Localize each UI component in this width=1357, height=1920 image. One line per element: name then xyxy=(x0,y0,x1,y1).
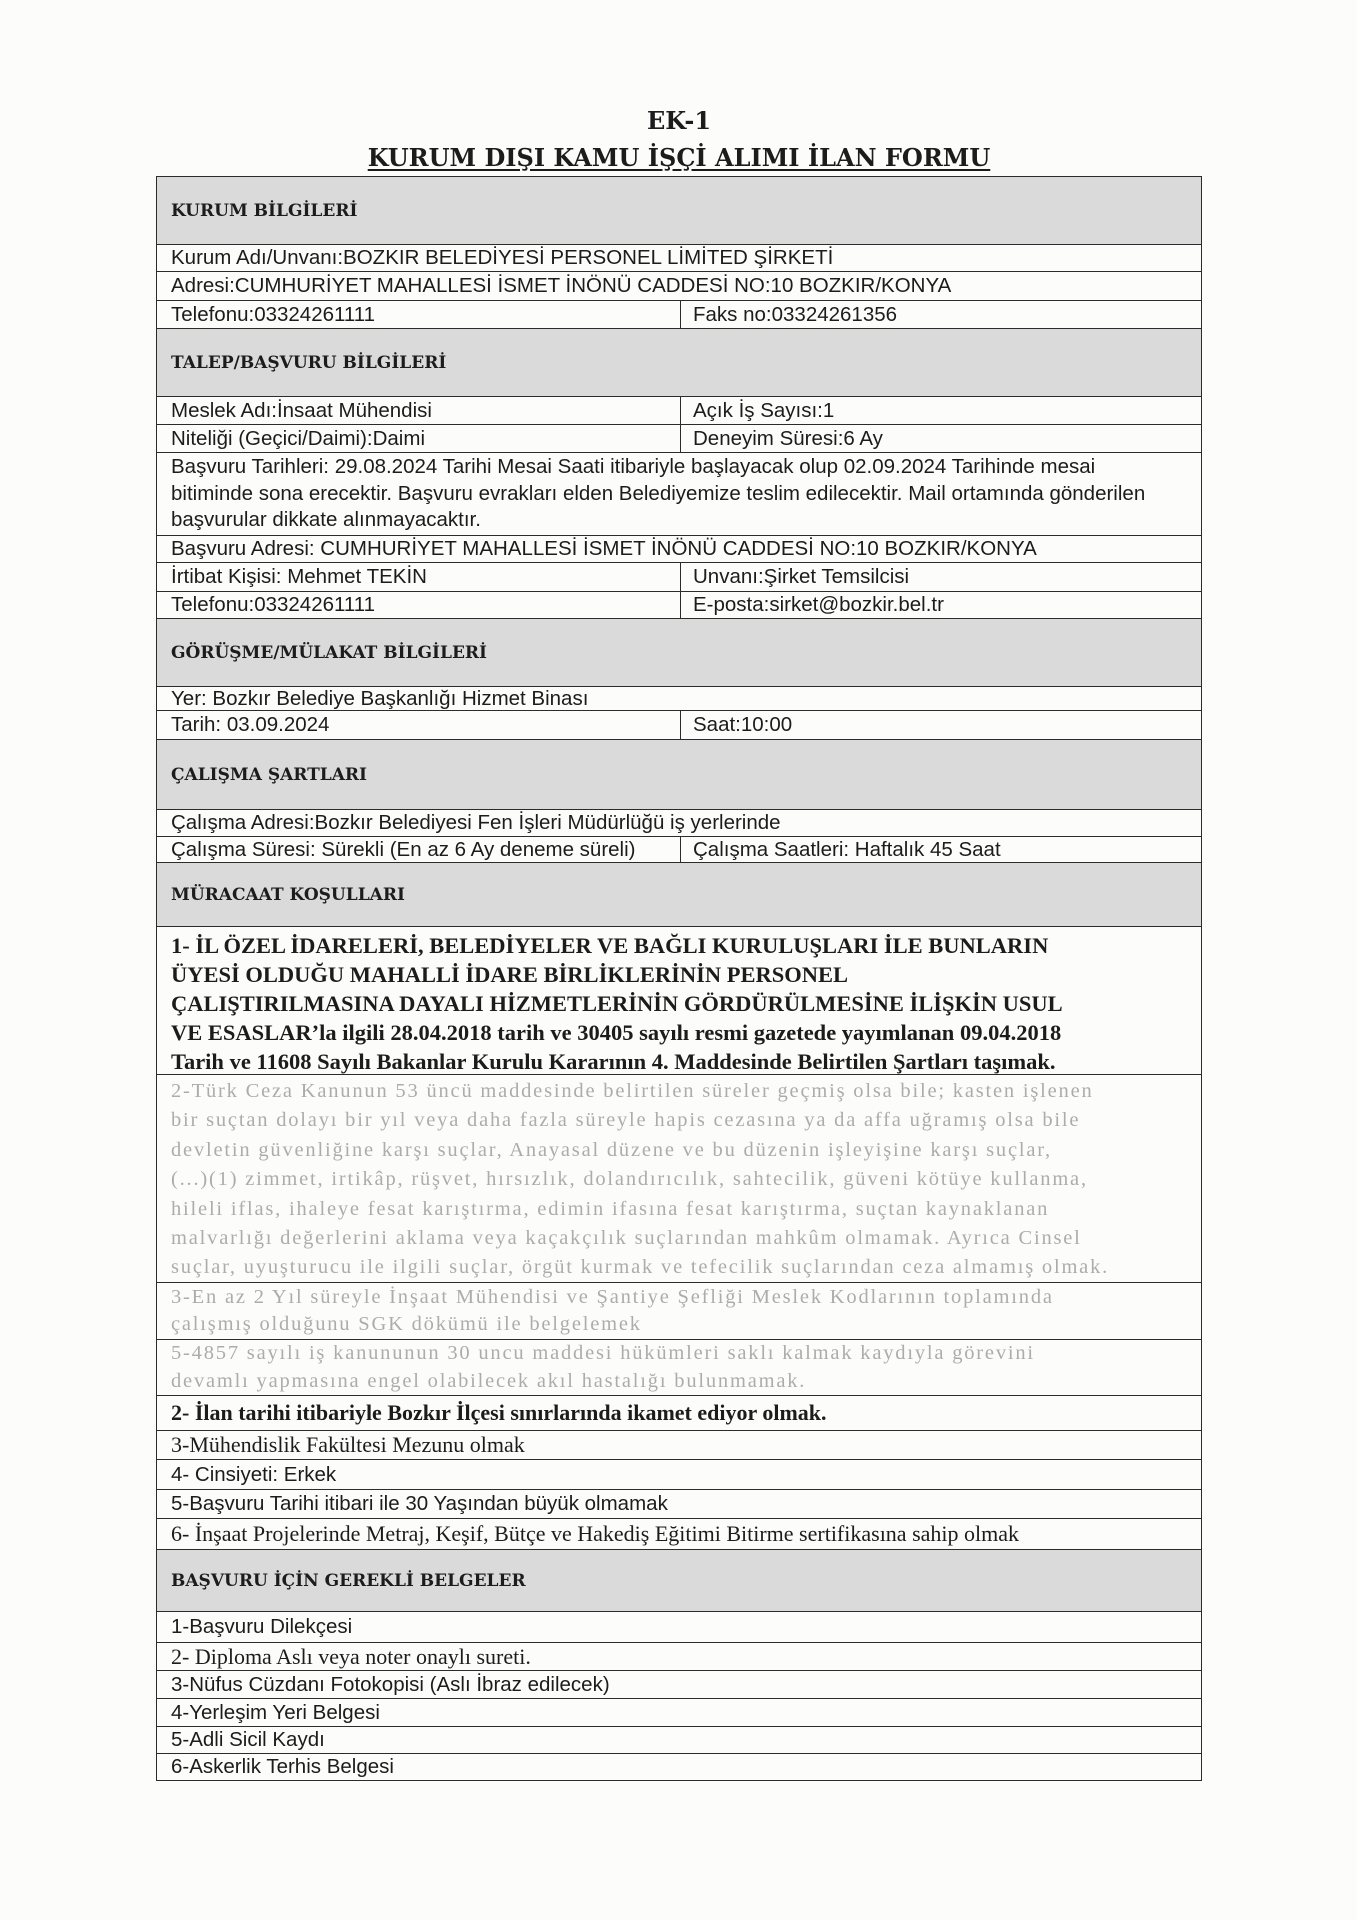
faded-requirement-line: 2-Türk Ceza Kanunun 53 üncü maddesinde belirtilen süreler geçmiş olsa bile; kasten işlenen xyxy=(171,1080,1094,1102)
contact-phone: Telefonu:03324261111 xyxy=(157,592,681,618)
faded-requirement-line: (...)(1) zimmet, irtikâp, rüşvet, hırsızlık, dolandırıcılık, sahtecilik, güveni kötüye kullanma, xyxy=(171,1168,1088,1191)
institution-name: Kurum Adı/Unvanı:BOZKIR BELEDİYESİ PERSONEL LİMİTED ŞİRKETİ xyxy=(171,246,834,269)
document-item: 4-Yerleşim Yeri Belgesi xyxy=(171,1700,380,1724)
table-row xyxy=(157,1395,1201,1430)
table-row xyxy=(157,836,1201,862)
faded-requirement-line: hileli iflas, ihaleye fesat karıştırma, edimin ifasına fesat karıştırma, suçtan kaynaklanan xyxy=(171,1197,1050,1220)
form-title xyxy=(156,143,1202,173)
contact-person: İrtibat Kişisi: Mehmet TEKİN xyxy=(157,563,681,591)
form-title-text: KURUM DIŞI KAMU İŞÇİ ALIMI İLAN FORMU xyxy=(367,143,991,172)
requirement-certificate: 6- İnşaat Projelerinde Metraj, Keşif, Bütçe ve Hakediş Eğitimi Bitirme sertifikasına sahip olmak xyxy=(171,1521,1019,1546)
table-row xyxy=(157,535,1201,562)
table-row xyxy=(157,1611,1201,1642)
work-duration: Çalışma Süresi: Sürekli (En az 6 Ay deneme süreli) xyxy=(157,837,681,862)
document-item: 6-Askerlik Terhis Belgesi xyxy=(171,1755,394,1778)
application-dates xyxy=(157,453,1201,535)
open-positions: Açık İş Sayısı:1 xyxy=(693,398,835,422)
requirement-item-1 xyxy=(157,927,1201,1074)
requirement-residence: 2- İlan tarihi itibariyle Bozkır İlçesi sınırlarında ikamet ediyor olmak. xyxy=(171,1400,827,1425)
table-row xyxy=(157,424,1201,452)
faded-requirement-line: bir suçtan dolayı bir yıl veya daha fazla süreyle hapis cezasına ya da affa uğramış olsa bile xyxy=(171,1109,1081,1132)
table-row xyxy=(157,1698,1201,1726)
table-row xyxy=(157,1430,1201,1459)
application-dates-line: bitiminde sona erecektir. Başvuru evrakları elden Belediyemize teslim edilecektir. Mail ortamında gönderilen xyxy=(171,481,1146,505)
requirement-line: ÇALIŞTIRILMASINA DAYALI HİZMETLERİNİN GÖRDÜRÜLMESİNE İLİŞKİN USUL xyxy=(171,991,1063,1016)
faded-requirement-line: 5-4857 sayılı iş kanununun 30 uncu maddesi hükümleri saklı kalmak kaydıyla görevini xyxy=(171,1342,1035,1364)
table-row xyxy=(157,710,1201,739)
table-row xyxy=(157,1726,1201,1753)
table-row xyxy=(157,1489,1201,1518)
annex-label: EK-1 xyxy=(646,106,712,135)
requirement-line: ÜYESİ OLDUĞU MAHALLİ İDARE BİRLİKLERİNİN PERSONEL xyxy=(171,962,848,987)
table-row xyxy=(157,1074,1201,1282)
interview-place: Yer: Bozkır Belediye Başkanlığı Hizmet Binası xyxy=(171,686,589,710)
faded-requirement-line: suçlar, uyuşturucu ile ilgili suçlar, örgüt kurmak ve tefecilik suçlarından ceza almamış olmak. xyxy=(171,1256,1110,1279)
announcement-form-table xyxy=(156,176,1202,1781)
section-heading-working-conditions: ÇALIŞMA ŞARTLARI xyxy=(157,739,1201,809)
table-row xyxy=(157,1642,1201,1670)
faded-requirement-line: devletin güvenliğine karşı suçlar, Anayasal düzene ve bu düzenin işleyişine karşı suçlar, xyxy=(171,1138,1052,1161)
table-row xyxy=(157,300,1201,328)
requirement-line: VE ESASLAR’la ilgili 28.04.2018 tarih ve 30405 sayılı resmi gazetede yayımlanan 09.04.2018 xyxy=(171,1020,1062,1045)
requirement-gender: 4- Cinsiyeti: Erkek xyxy=(171,1462,337,1486)
institution-address: Adresi:CUMHURİYET MAHALLESİ İSMET İNÖNÜ CADDESİ NO:10 BOZKIR/KONYA xyxy=(171,274,952,297)
table-row xyxy=(157,686,1201,710)
section-heading-interview: GÖRÜŞME/MÜLAKAT BİLGİLERİ xyxy=(157,618,1201,686)
application-dates-line: Başvuru Tarihleri: 29.08.2024 Tarihi Mesai Saati itibariyle başlayacak olup 02.09.2024 Tarihinde mesai xyxy=(171,455,1096,478)
document-item: 1-Başvuru Dilekçesi xyxy=(171,1615,353,1638)
table-row xyxy=(157,1282,1201,1339)
faded-requirement-line: devamlı yapmasına engel olabilecek akıl hastalığı bulunmamak. xyxy=(171,1369,807,1392)
requirement-line: Tarih ve 11608 Sayılı Bakanlar Kurulu Kararının 4. Maddesinde Belirtilen Şartları taşımak. xyxy=(171,1049,1056,1074)
section-heading-application: TALEP/BAŞVURU BİLGİLERİ xyxy=(157,328,1201,396)
table-row xyxy=(157,1753,1201,1780)
requirement-age: 5-Başvuru Tarihi itibari ile 30 Yaşından büyük olmamak xyxy=(171,1492,668,1515)
table-row xyxy=(157,1339,1201,1395)
faded-requirement-line: malvarlığı değerlerini aklama veya kaçakçılık suçlarından mahkûm olmamak. Ayrıca Cinsel xyxy=(171,1227,1082,1250)
faded-requirement-experience xyxy=(157,1283,1201,1339)
employment-nature: Niteliği (Geçici/Daimi):Daimi xyxy=(157,425,681,452)
institution-fax: Faks no:03324261356 xyxy=(693,302,898,326)
faded-requirement-criminal-record xyxy=(157,1075,1201,1282)
institution-phone: Telefonu:03324261111 xyxy=(157,301,681,328)
table-row xyxy=(157,271,1201,300)
application-address: Başvuru Adresi: CUMHURİYET MAHALLESİ İSMET İNÖNÜ CADDESİ NO:10 BOZKIR/KONYA xyxy=(171,537,1037,560)
table-row xyxy=(157,809,1201,836)
application-dates-line: başvurular dikkate alınmayacaktır. xyxy=(171,508,481,531)
contact-email: E-posta:sirket@bozkir.bel.tr xyxy=(693,593,944,616)
table-row xyxy=(157,244,1201,271)
section-heading-institution: KURUM BİLGİLERİ xyxy=(157,177,1201,244)
section-heading-requirements: MÜRACAAT KOŞULLARI xyxy=(157,862,1201,926)
table-row xyxy=(157,1518,1201,1549)
requirement-education: 3-Mühendislik Fakültesi Mezunu olmak xyxy=(171,1432,525,1457)
faded-requirement-line: 3-En az 2 Yıl süreyle İnşaat Mühendisi ve Şantiye Şefliği Meslek Kodlarının toplamında xyxy=(171,1286,1054,1308)
table-row xyxy=(157,452,1201,535)
interview-date: Tarih: 03.09.2024 xyxy=(157,711,681,739)
table-row xyxy=(157,591,1201,618)
experience-duration: Deneyim Süresi:6 Ay xyxy=(693,426,883,450)
table-row xyxy=(157,926,1201,1074)
table-row xyxy=(157,1459,1201,1489)
requirement-line: 1- İL ÖZEL İDARELERİ, BELEDİYELER VE BAĞLI KURULUŞLARI İLE BUNLARIN xyxy=(171,933,1049,958)
document-item: 5-Adli Sicil Kaydı xyxy=(171,1728,325,1751)
work-hours: Çalışma Saatleri: Haftalık 45 Saat xyxy=(693,837,1001,861)
document-item: 3-Nüfus Cüzdanı Fotokopisi (Aslı İbraz edilecek) xyxy=(171,1672,610,1696)
interview-time: Saat:10:00 xyxy=(693,713,793,736)
section-heading-required-documents: BAŞVURU İÇİN GEREKLİ BELGELER xyxy=(157,1549,1201,1611)
table-row xyxy=(157,562,1201,591)
document-item: 2- Diploma Aslı veya noter onaylı sureti. xyxy=(171,1643,531,1669)
faded-requirement-line: çalışmış olduğunu SGK dökümü ile belgelemek xyxy=(171,1313,642,1335)
table-row xyxy=(157,396,1201,424)
profession: Meslek Adı:İnsaat Mühendisi xyxy=(157,397,681,424)
contact-title: Unvanı:Şirket Temsilcisi xyxy=(693,565,910,588)
faded-requirement-health xyxy=(157,1340,1201,1395)
work-address: Çalışma Adresi:Bozkır Belediyesi Fen İşleri Müdürlüğü iş yerlerinde xyxy=(171,811,781,834)
table-row xyxy=(157,1670,1201,1698)
